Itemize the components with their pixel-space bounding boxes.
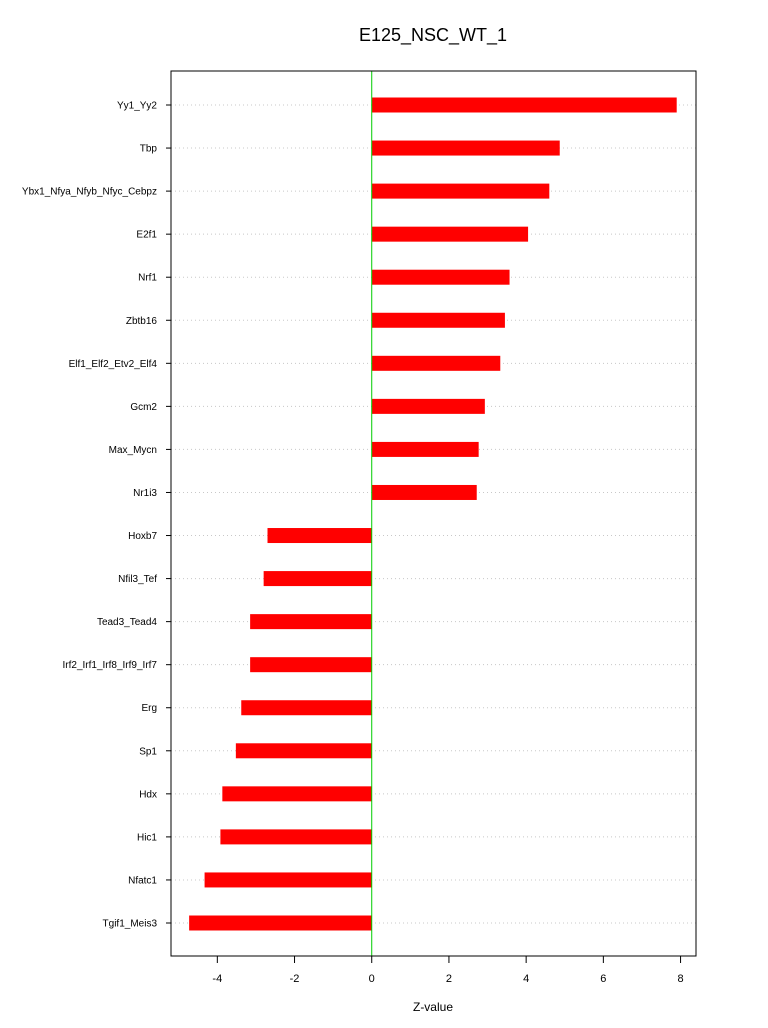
category-label: Sp1 bbox=[139, 746, 157, 758]
bars bbox=[189, 98, 677, 931]
bar bbox=[372, 227, 528, 242]
category-label: Hdx bbox=[139, 789, 157, 801]
x-axis bbox=[212, 956, 683, 985]
x-tick-label: -4 bbox=[212, 973, 223, 985]
bar bbox=[241, 700, 371, 715]
bar bbox=[372, 485, 477, 500]
x-tick-label: -2 bbox=[289, 973, 300, 985]
category-label: Elf1_Elf2_Etv2_Elf4 bbox=[68, 358, 157, 370]
category-label: Tbp bbox=[139, 143, 157, 155]
category-label: Nfil3_Tef bbox=[118, 574, 157, 586]
category-label: Max_Mycn bbox=[108, 444, 157, 456]
category-label: Erg bbox=[141, 703, 157, 715]
category-label: Tead3_Tead4 bbox=[96, 617, 157, 629]
plot-frame bbox=[171, 71, 696, 956]
category-label: Nfatc1 bbox=[128, 875, 157, 887]
category-label: Hoxb7 bbox=[128, 531, 157, 543]
category-label: Ybx1_Nfya_Nfyb_Nfyc_Cebpz bbox=[21, 186, 157, 198]
bar bbox=[236, 743, 372, 758]
bar bbox=[372, 356, 501, 371]
bar bbox=[205, 872, 372, 887]
bar bbox=[372, 442, 479, 457]
x-tick-label: 8 bbox=[677, 973, 684, 985]
category-label: Zbtb16 bbox=[125, 315, 157, 327]
x-tick-label: 4 bbox=[523, 973, 530, 985]
category-label: E2f1 bbox=[136, 229, 157, 241]
category-label: Yy1_Yy2 bbox=[116, 100, 157, 112]
x-axis-title: Z-value bbox=[412, 1000, 454, 1014]
category-label: Nrf1 bbox=[138, 272, 157, 284]
bar bbox=[372, 313, 505, 328]
bar bbox=[264, 571, 372, 586]
category-label: Hic1 bbox=[136, 832, 157, 844]
chart-title: E125_NSC_WT_1 bbox=[358, 25, 508, 45]
bar bbox=[372, 399, 485, 414]
bar bbox=[250, 614, 372, 629]
bar bbox=[189, 916, 372, 931]
category-labels bbox=[22, 101, 171, 930]
x-tick-label: 0 bbox=[368, 973, 375, 985]
bar bbox=[372, 270, 510, 285]
category-label: Gcm2 bbox=[130, 401, 157, 413]
bar bbox=[250, 657, 372, 672]
bar bbox=[372, 141, 560, 156]
bar bbox=[372, 98, 677, 113]
category-label: Irf2_Irf1_Irf8_Irf9_Irf7 bbox=[62, 660, 157, 672]
x-tick-label: 6 bbox=[600, 973, 607, 985]
bar bbox=[372, 184, 550, 199]
category-label: Tgif1_Meis3 bbox=[102, 918, 157, 930]
bar bbox=[220, 829, 371, 844]
bar bbox=[222, 786, 371, 801]
category-label: Nr1i3 bbox=[133, 487, 157, 499]
bar bbox=[268, 528, 372, 543]
x-tick-label: 2 bbox=[445, 973, 453, 985]
